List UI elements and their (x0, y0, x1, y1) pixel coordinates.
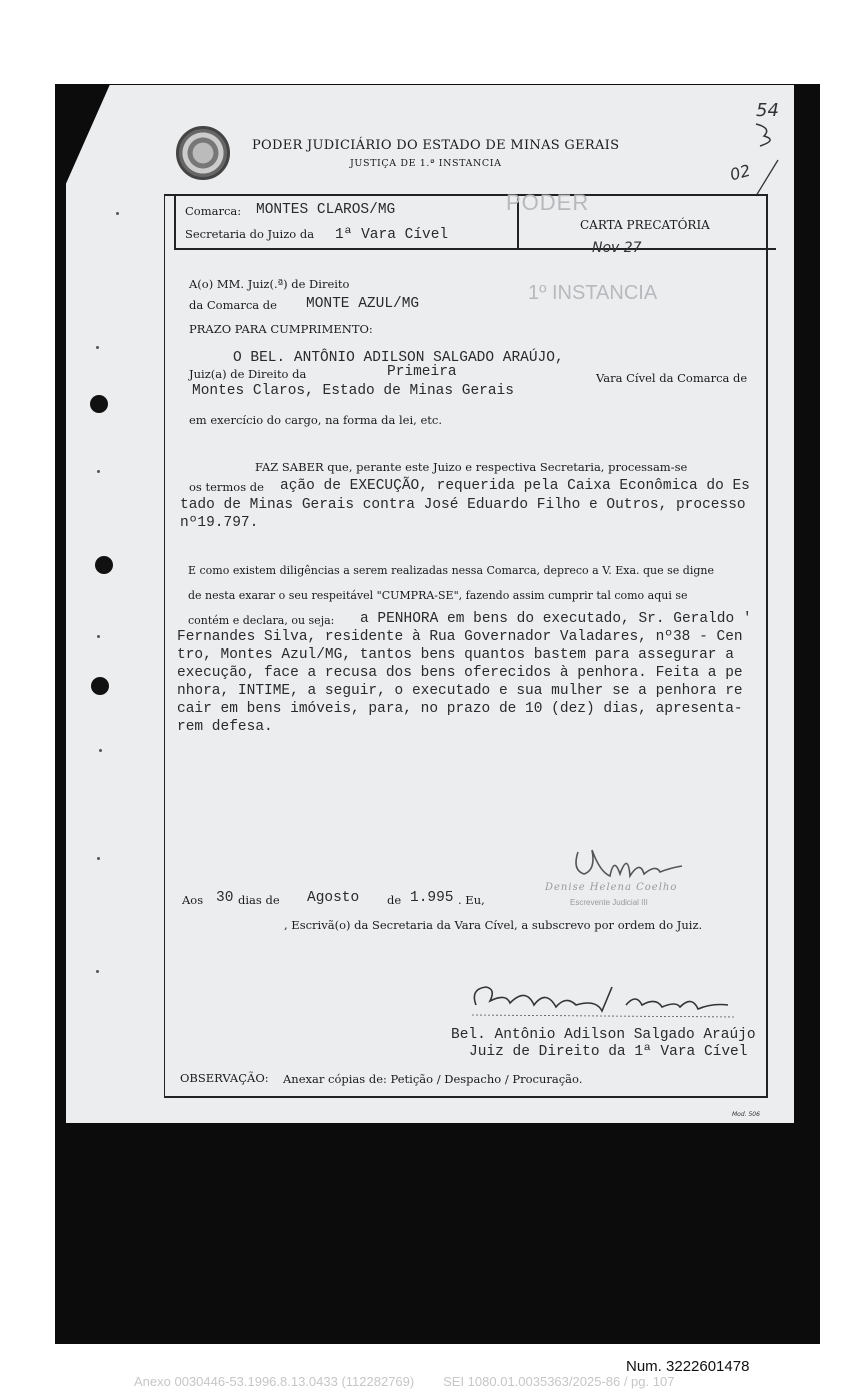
secretaria-label: Secretaria do Juizo da (185, 227, 315, 241)
header-box-left-edge (174, 196, 176, 249)
margin-dot (97, 857, 100, 860)
closing-aos: Aos (182, 893, 204, 907)
margin-dot (99, 749, 102, 752)
addressee-comarca-label: da Comarca de (189, 298, 277, 312)
addressee-comarca-value: MONTE AZUL/MG (306, 296, 420, 312)
margin-dot (96, 346, 99, 349)
request-line-3: a PENHORA em bens do executado, Sr. Geraldo ' (360, 611, 752, 627)
form-model-code: Mod. 506 (732, 1111, 760, 1118)
exercise-statement: em exercício do cargo, na forma da lei, etc. (189, 413, 442, 427)
faz-saber-line-2: ação de EXECUÇÃO, requerida pela Caixa Econômica do Es (280, 478, 750, 494)
document-type: CARTA PRECATÓRIA (580, 218, 710, 232)
clerk-stamp-name: Denise Helena Coelho (545, 882, 678, 893)
closing-dias-de: dias de (238, 893, 280, 907)
closing-eu: . Eu, (458, 893, 485, 907)
punch-hole (91, 677, 109, 695)
closing-year: 1.995 (410, 890, 454, 906)
handwritten-folio-mark: 02 (727, 160, 753, 185)
margin-dot (116, 212, 119, 215)
request-line-9: rem defesa. (177, 719, 273, 735)
margin-dot (96, 970, 99, 973)
margin-dot (97, 470, 100, 473)
judge-signature-title: Juiz de Direito da 1ª Vara Cível (469, 1044, 748, 1060)
judge-role-label: Juiz(a) de Direito da (189, 367, 307, 381)
margin-dot (97, 635, 100, 638)
coat-of-arms-seal (176, 126, 230, 180)
faz-saber-line-4: nº19.797. (180, 515, 259, 531)
court-header-subtitle: JUSTIÇA DE 1.ª INSTANCIA (350, 158, 502, 169)
request-line-2: de nesta exarar o seu respeitável "CUMPRA-SE", fazendo assim cumprir tal como aqui se (188, 589, 688, 602)
handwritten-page-number: 54 (756, 100, 779, 121)
vara-label: Vara Cível da Comarca de (596, 371, 748, 385)
clerk-stamp-title: Escrevente Judicial III (570, 898, 648, 907)
vara-value: Primeira (387, 364, 457, 380)
faz-saber-line-3: tado de Minas Gerais contra José Eduardo Filho e Outros, processo (180, 497, 746, 513)
comarca-label: Comarca: (185, 204, 242, 218)
judge-signature (466, 975, 746, 1030)
secretaria-value: 1ª Vara Cível (335, 227, 449, 243)
request-line-8: cair em bens imóveis, para, no prazo de 10 (dez) dias, apresenta- (177, 701, 743, 717)
addressee-label: A(o) MM. Juiz(.ª) de Direito (189, 277, 350, 291)
header-box-divider (174, 248, 776, 250)
request-line-7: nhora, INTIME, a seguir, o executado e sua mulher se a penhora re (177, 683, 743, 699)
deadline-label: PRAZO PARA CUMPRIMENTO: (189, 322, 373, 336)
closing-escriva-line: , Escrivã(o) da Secretaria da Vara Cível, a subscrevo por ordem do Juiz. (284, 918, 703, 932)
request-line-1: E como existem diligências a serem realizadas nessa Comarca, depreco a V. Exa. que se digne (188, 564, 714, 577)
judge-name: O BEL. ANTÔNIO ADILSON SALGADO ARAÚJO, (233, 350, 564, 366)
document-number: Num. 3222601478 (626, 1358, 750, 1375)
judge-signature-name: Bel. Antônio Adilson Salgado Araújo (451, 1027, 756, 1043)
closing-day: 30 (216, 890, 234, 906)
faz-saber-line-1: FAZ SABER que, perante este Juizo e respectiva Secretaria, processam-se (255, 460, 688, 474)
faded-stamp-top: PODER (506, 190, 590, 215)
handwritten-slash (752, 158, 782, 198)
request-line-5: tro, Montes Azul/MG, tantos bens quantos bastem para assegurar a (177, 647, 734, 663)
handwritten-date: Nov 27 (592, 240, 642, 256)
faz-saber-line-2-label: os termos de (189, 480, 264, 494)
document-reference: Anexo 0030446-53.1996.8.13.0433 (112282769) SEI 1080.01.0035363/2025-86 / pg. 107 (134, 1374, 675, 1389)
comarca-value: MONTES CLAROS/MG (256, 202, 396, 218)
punch-hole (90, 395, 108, 413)
faded-stamp-instance: 1º INSTANCIA (528, 282, 658, 304)
observation-label: OBSERVAÇÃO: (180, 1071, 269, 1085)
request-line-3-label: contém e declara, ou seja: (188, 614, 335, 627)
handwritten-check-mark (752, 118, 782, 148)
closing-month: Agosto (307, 890, 360, 906)
city-value: Montes Claros, Estado de Minas Gerais (192, 383, 514, 399)
observation-text: Anexar cópias de: Petição / Despacho / Procuração. (283, 1072, 583, 1086)
request-line-4: Fernandes Silva, residente à Rua Governador Valadares, nº38 - Cen (177, 629, 743, 645)
request-line-6: execução, face a recusa dos bens oferecidos à penhora. Feita a pe (177, 665, 743, 681)
punch-hole (95, 556, 113, 574)
court-header-title: PODER JUDICIÁRIO DO ESTADO DE MINAS GERAIS (252, 138, 620, 153)
closing-de: de (387, 893, 402, 907)
